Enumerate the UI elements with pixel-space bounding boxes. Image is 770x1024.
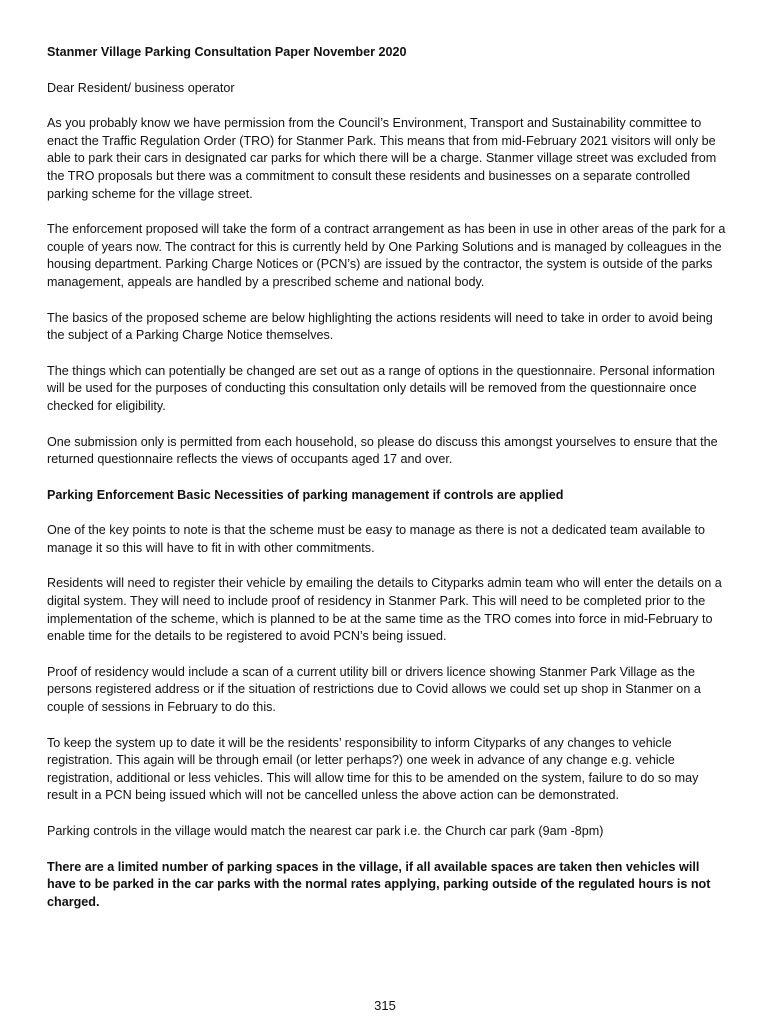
paragraph-parking-hours: Parking controls in the village would match the nearest car park i.e. the Church car park (9am -8pm) [47,824,604,838]
paragraph-questionnaire-options: The things which can potentially be changed are set out as a range of options in the questionnaire. Personal information will be used for the purposes of conducting this consultation only details will be removed from the questionnaire once checked for eligibility. [47,363,715,413]
paragraph-key-points: One of the key points to note is that the scheme must be easy to manage as there is not a dedicated team available to manage it so this will have to fit in with other commitments. [47,523,706,555]
section-heading: Parking Enforcement Basic Necessities of parking management if controls are applied [47,487,564,502]
paragraph-register-vehicle: Residents will need to register their vehicle by emailing the details to Cityparks admin team who will enter the details on a digital system. They will need to include proof of residency in Stanmer Park. This will need to be completed prior to the implementation of the scheme, which is planned to be at the same time as the TRO comes into force in mid-February to enable time for the details to be registered to avoid PCN’s being issued. [47,576,722,644]
paragraph-keep-up-to-date: To keep the system up to date it will be the residents’ responsibility to inform Cityparks of any changes to vehicle registration. This again will be through email (or letter perhaps?) one week in advance of any change e.g. vehicle registration, additional or less vehicles. This will allow time for this to be amended on the system, failure to do so may result in a PCN being issued which will not be cancelled unless the above action can be demonstrated. [47,735,699,803]
document-page [47,44,727,929]
salutation: Dear Resident/ business operator [47,80,235,95]
bold-notice: There are a limited number of parking spaces in the village, if all available spaces are taken then vehicles will have to be parked in the car parks with the normal rates applying, parking outside of the regulated hours is not charged. [47,859,711,909]
paragraph-enforcement: The enforcement proposed will take the form of a contract arrangement as has been in use in other areas of the park for a couple of years now. The contract for this is currently held by One Parking Solutions and is managed by colleagues in the housing department. Parking Charge Notices or (PCN’s) are issued by the contractor, the system is outside of the parks management, appeals are handled by a prescribed scheme and national body. [47,222,726,289]
paragraph-one-submission: One submission only is permitted from each household, so please do discuss this amongst yourselves to ensure that the returned questionnaire reflects the views of occupants aged 17 and over. [47,434,718,467]
paragraph-scheme-basics: The basics of the proposed scheme are below highlighting the actions residents will need to take in order to avoid being the subject of a Parking Charge Notice themselves. [47,310,713,343]
page-number: 315 [374,998,396,1013]
paragraph-proof-of-residency: Proof of residency would include a scan of a current utility bill or drivers licence showing Stanmer Park Village as the persons registered address or if the situation of restrictions due to Covid allows we could set up shop in Stanmer on a couple of sessions in February to do this. [47,664,701,715]
paragraph-tro-permission: As you probably know we have permission from the Council’s Environment, Transport and Sustainability committee to enact the Traffic Regulation Order (TRO) for Stanmer Park. This means that from mid-February 2021 visitors will only be able to park their cars in designated car parks for which there will be a charge. Stanmer village street was excluded from the TRO proposals but there was a commitment to consult these residents and businesses on a separate controlled parking scheme for the village street. [47,116,717,201]
document-title: Stanmer Village Parking Consultation Paper November 2020 [47,45,407,59]
